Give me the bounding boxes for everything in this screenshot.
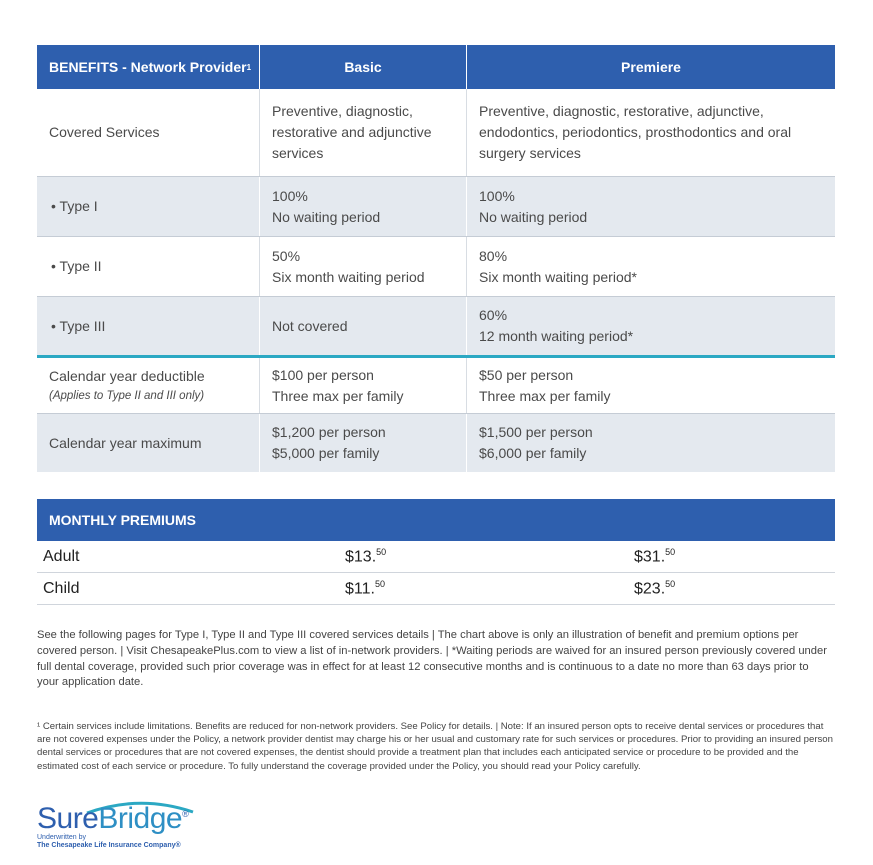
text-line: 12 month waiting period* [479, 328, 634, 344]
text-line: 100% [272, 187, 308, 204]
text-line: $100 per person [272, 366, 374, 383]
text-line: Not covered [272, 317, 348, 334]
header-benefits-label: BENEFITS - Network Provider [49, 59, 247, 75]
premium-dollars: $31. [634, 548, 666, 566]
basic-deductible [259, 358, 466, 413]
premium-cents: 50 [665, 546, 676, 557]
premium-label: Child [43, 579, 80, 597]
premiere-maximum [466, 414, 835, 472]
logo-underwritten: Underwritten by [37, 834, 87, 841]
row-type-1 [37, 177, 835, 237]
text-line: 100% [479, 187, 515, 204]
text-line: $5,000 per family [272, 445, 380, 461]
premium-dollars: $13. [345, 548, 377, 566]
text-line: Preventive, diagnostic, restorative, adjunctive, [479, 103, 764, 119]
premiere-deductible [466, 358, 835, 413]
label-type-1: • Type I [51, 198, 98, 214]
premiums-header: MONTHLY PREMIUMS [37, 499, 835, 541]
premiums-table [37, 499, 835, 605]
row-deductible [37, 358, 835, 414]
row-type-2 [37, 237, 835, 297]
benefits-table [37, 45, 835, 472]
premium-row-child [37, 573, 835, 605]
premium-cents: 50 [665, 578, 676, 589]
premium-premiere [466, 579, 835, 598]
text-line: Six month waiting period [272, 268, 425, 285]
text-line: Three max per family [479, 387, 611, 404]
header-basic: Basic [259, 45, 466, 89]
label-type-2: • Type II [51, 258, 102, 274]
text-line: services [272, 145, 324, 161]
text-line: Preventive, diagnostic, [272, 103, 413, 119]
premiere-type-2 [466, 237, 835, 296]
text-line: 60% [479, 307, 508, 323]
header-footnote-mark: 1 [246, 62, 252, 72]
deductible-label: Calendar year deductible [49, 368, 205, 384]
label-maximum: Calendar year maximum [49, 434, 202, 451]
text-line: $1,500 per person [479, 424, 593, 440]
premium-cents: 50 [374, 578, 385, 589]
fine-print: ¹ Certain services include limitations. Benefits are reduced for non-network providers. See Policy for details. | Note: If an insured person opts to receive dental services or procedures that are not covered expenses under the Policy, a network provider dentist may charge his or her usual and customary rate for such services or procedures. Prior to providing an insured person dental services or procedures that are not covered expenses, the dentist should provide a treatment plan that includes each anticipated service or procedure to be provided and the estimated cost of each service or procedure. To fully understand the coverage provided under the Policy, you should read your Policy carefully. [37, 721, 833, 772]
row-type-3 [37, 297, 835, 358]
surebridge-logo [37, 800, 207, 855]
text-line: Six month waiting period* [479, 268, 637, 285]
premium-basic [259, 547, 466, 566]
label-covered-services: Covered Services [49, 124, 160, 140]
text-line: Three max per family [272, 387, 404, 404]
logo-text-sure: Sure [37, 802, 99, 835]
text-line: surgery services [479, 145, 581, 161]
deductible-note: (Applies to Type II and III only) [49, 390, 205, 402]
premium-row-adult [37, 541, 835, 573]
premium-cents: 50 [376, 546, 387, 557]
logo-registered: ® [182, 809, 189, 819]
basic-type-3 [259, 297, 466, 355]
text-line: 50% [272, 247, 301, 264]
label-deductible [37, 358, 259, 413]
premium-dollars: $23. [634, 580, 666, 598]
label-type-3: • Type III [51, 317, 106, 334]
text-line: $6,000 per family [479, 445, 587, 461]
header-benefits [37, 45, 259, 89]
text-line: No waiting period [272, 208, 381, 225]
basic-maximum [259, 414, 466, 472]
premium-label: Adult [43, 547, 80, 565]
premiere-type-1 [466, 177, 835, 236]
logo-company: The Chesapeake Life Insurance Company® [37, 842, 181, 849]
text-line: endodontics, periodontics, prosthodontics and oral [479, 124, 792, 140]
basic-type-1 [259, 177, 466, 236]
row-covered-services [37, 89, 835, 177]
text-line: restorative and adjunctive [272, 124, 432, 140]
text-line: $1,200 per person [272, 424, 386, 440]
text-line: No waiting period [479, 208, 588, 225]
logo-text-bridge: Bridge [98, 802, 183, 835]
premium-dollars: $11. [345, 580, 375, 598]
premium-basic [259, 579, 466, 598]
premiere-type-3 [466, 297, 835, 355]
benefits-header-row [37, 45, 835, 89]
basic-covered-services [259, 89, 466, 176]
logo-wordmark [37, 802, 188, 836]
row-maximum [37, 414, 835, 472]
text-line: $50 per person [479, 366, 574, 383]
header-premiere: Premiere [466, 45, 835, 89]
basic-type-2 [259, 237, 466, 296]
text-line: 80% [479, 247, 508, 264]
notes-paragraph: See the following pages for Type I, Type II and Type III covered services details | The chart above is only an illustration of benefit and premium options per covered person. | Visit ChesapeakePlus.com to view a list of in-network providers. | *Waiting periods are waived for an insured person previously covered under full dental coverage, provided such prior coverage was in effect for at least 12 consecutive months and is continuous to a date no more than 63 days prior to your application date. [37, 629, 827, 689]
premiere-covered-services [466, 89, 835, 176]
premium-premiere [466, 547, 835, 566]
